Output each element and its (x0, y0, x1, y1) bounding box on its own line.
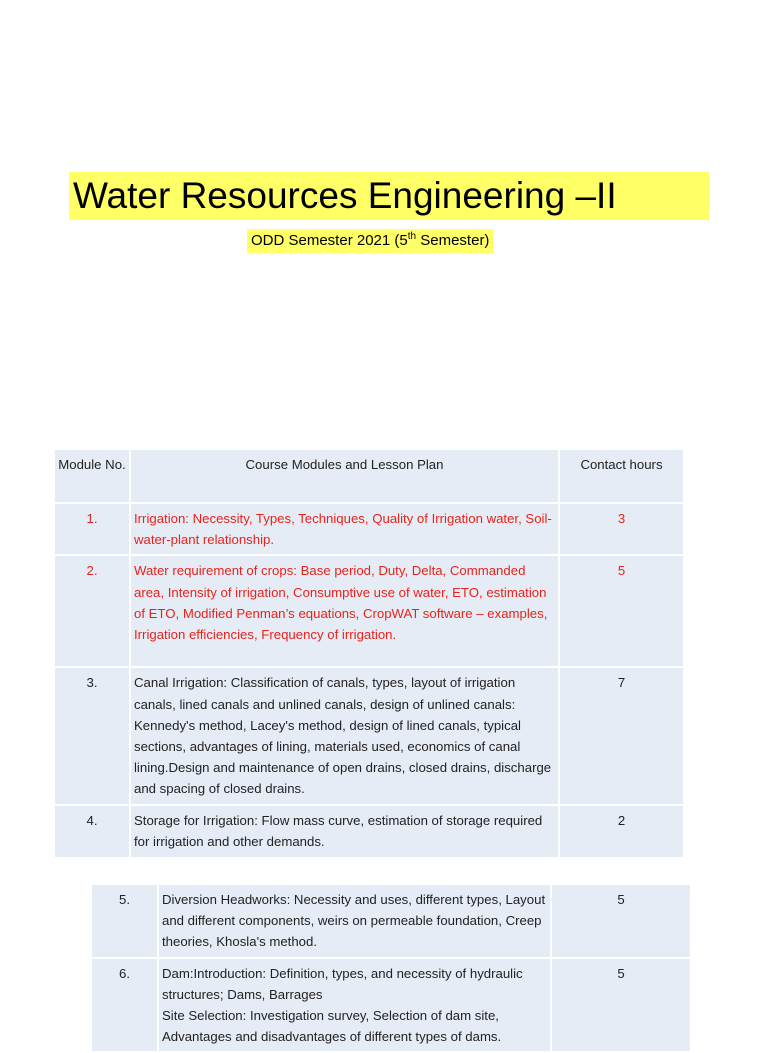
module-content: Water requirement of crops: Base period, Duty, Delta, Commanded area, Intensity of irrigation, Consumptive use of water, ETO, estimation of ETO, Modified Penman’s equations, CropWAT software – examples, Irrigation efficiencies, Frequency of irrigation. (130, 555, 559, 667)
module-content (158, 958, 551, 1053)
table-row (54, 503, 684, 555)
header-course-modules: Course Modules and Lesson Plan (130, 449, 559, 503)
table-row (91, 958, 691, 1053)
course-modules-table (53, 448, 685, 859)
module-number: 3. (54, 667, 130, 804)
module-hours: 2 (559, 805, 684, 858)
header-contact-hours: Contact hours (559, 449, 684, 503)
module-hours: 7 (559, 667, 684, 804)
header-module-no: Module No. (54, 449, 130, 503)
course-modules-table-continued (90, 883, 692, 1053)
module-content: Storage for Irrigation: Flow mass curve, estimation of storage required for irrigation and other demands. (130, 805, 559, 858)
page-title: Water Resources Engineering –II (69, 172, 709, 220)
table-row (91, 884, 691, 958)
module-hours: 3 (559, 503, 684, 555)
module-hours: 5 (559, 555, 684, 667)
page-subtitle: ODD Semester 2021 (5th Semester) (247, 229, 493, 253)
table-header-row (54, 449, 684, 503)
module-content: Irrigation: Necessity, Types, Techniques, Quality of Irrigation water, Soil-water-plant relationship. (130, 503, 559, 555)
module-number: 1. (54, 503, 130, 555)
module-number: 6. (91, 958, 158, 1053)
module-content: Canal Irrigation: Classification of canals, types, layout of irrigation canals, lined canals and unlined canals, design of unlined canals: Kennedy's method, Lacey's method, design of lined canals, typical sections, advantages of lining, materials used, economics of canal lining.Design and maintenance of open drains, closed drains, discharge and spacing of closed drains. (130, 667, 559, 804)
module-number: 2. (54, 555, 130, 667)
module-content-line: Dam:Introduction: Definition, types, and necessity of hydraulic structures; Dams, Barrages (162, 965, 523, 1002)
module-number: 4. (54, 805, 130, 858)
table-row (54, 805, 684, 858)
table-row (54, 667, 684, 804)
module-content: Diversion Headworks: Necessity and uses, different types, Layout and different components, weirs on permeable foundation, Creep theories, Khosla's method. (158, 884, 551, 958)
table-row (54, 555, 684, 667)
module-number: 5. (91, 884, 158, 958)
module-hours: 5 (551, 958, 691, 1053)
module-content-line: Site Selection: Investigation survey, Selection of dam site, Advantages and disadvantages of different types of dams. (162, 1008, 502, 1045)
module-hours: 5 (551, 884, 691, 958)
